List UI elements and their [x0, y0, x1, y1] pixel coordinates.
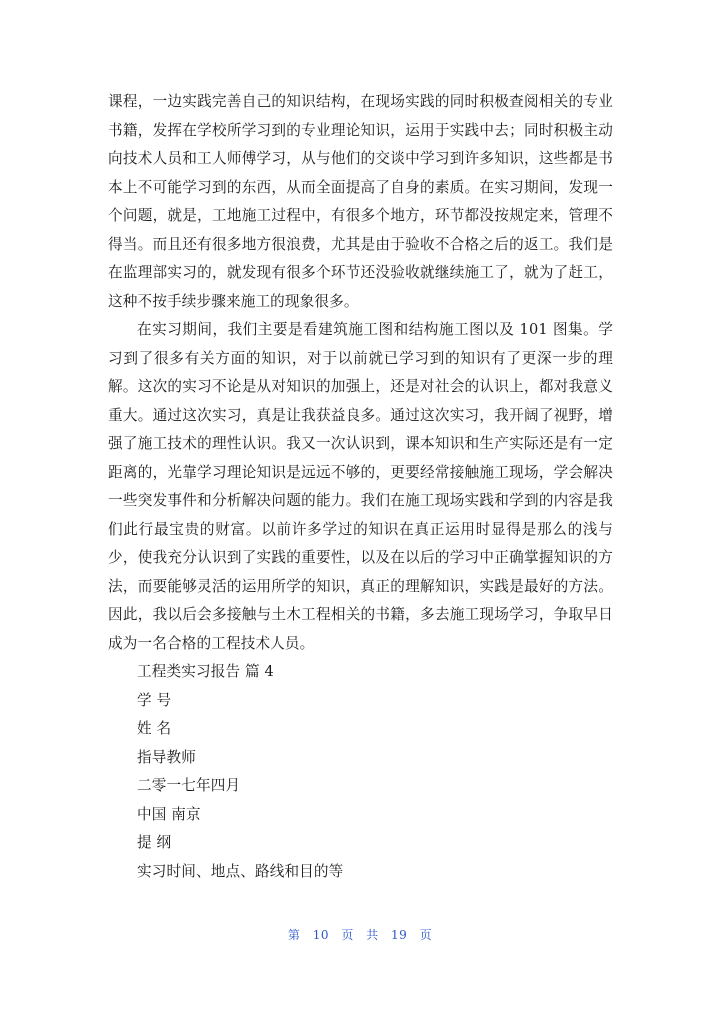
footer-word-di: 第 — [287, 928, 301, 942]
footer-word-ye: 页 — [341, 928, 354, 942]
page-footer — [0, 926, 720, 943]
date-line: 二零一七年四月 — [137, 777, 241, 794]
footer-word-ye-end: 页 — [419, 928, 433, 942]
footer-current-page: 10 — [312, 928, 329, 942]
footer-word-gong: 共 — [366, 928, 379, 942]
paragraph-1: 课程，一边实践完善自己的知识结构，在现场实践的同时积极查阅相关的专业书籍，发挥在学校所学习到的专业理论知识，运用于实践中去；同时积极主动向技术人员和工人师傅学习，从与他们的交谈中学习到许多知识，这些都是书本上不可能学习到的东西，从而全面提高了自身的素质。在实习期间，发现一个问题，就是，工地施工过程中，有很多个地方，环节都没按规定来，管理不得当。而且还有很多地方很浪费，尤其是由于验收不合格之后的返工。我们是在监理部实习的，就发现有很多个环节还没验收就继续施工了，就为了赶工，这种不按手续步骤来施工的现象很多。 — [108, 93, 613, 310]
outline-label: 提 纲 — [137, 834, 172, 851]
name-label: 姓 名 — [137, 720, 172, 737]
location-line: 中国 南京 — [137, 805, 201, 823]
footer-total-pages: 19 — [391, 928, 408, 942]
outline-item-1: 实习时间、地点、路线和目的等 — [137, 862, 344, 880]
advisor-label: 指导教师 — [137, 748, 196, 766]
report-heading: 工程类实习报告 篇 4 — [137, 663, 274, 680]
paragraph-2: 在实习期间，我们主要是看建筑施工图和结构施工图以及 101 图集。学习到了很多有关方面的知识，对于以前就已学习到的知识有了更深一步的理解。这次的实习不论是从对知识的加强上，还是对社会的认识上，都对我意义重大。通过这次实习，真是让我获益良多。通过这次实习，我开阔了视野，增强了施工技术的理性认识。我又一次认识到，课本知识和生产实际还是有一定距离的，光靠学习理论知识是远远不够的，更要经常接触施工现场，学会解决一些突发事件和分析解决问题的能力。我们在施工现场实践和学到的内容是我们此行最宝贵的财富。以前许多学过的知识在真正运用时显得是那么的浅与少，使我充分认识到了实践的重要性，以及在以后的学习中正确掌握知识的方法，而要能够灵活的运用所学的知识，真正的理解知识，实践是最好的方法。因此，我以后会多接触与土木工程相关的书籍，多去施工现场学习，争取早日成为一名合格的工程技术人员。 — [108, 321, 613, 652]
student-id-label: 学 号 — [137, 691, 172, 709]
document-body — [108, 88, 613, 886]
